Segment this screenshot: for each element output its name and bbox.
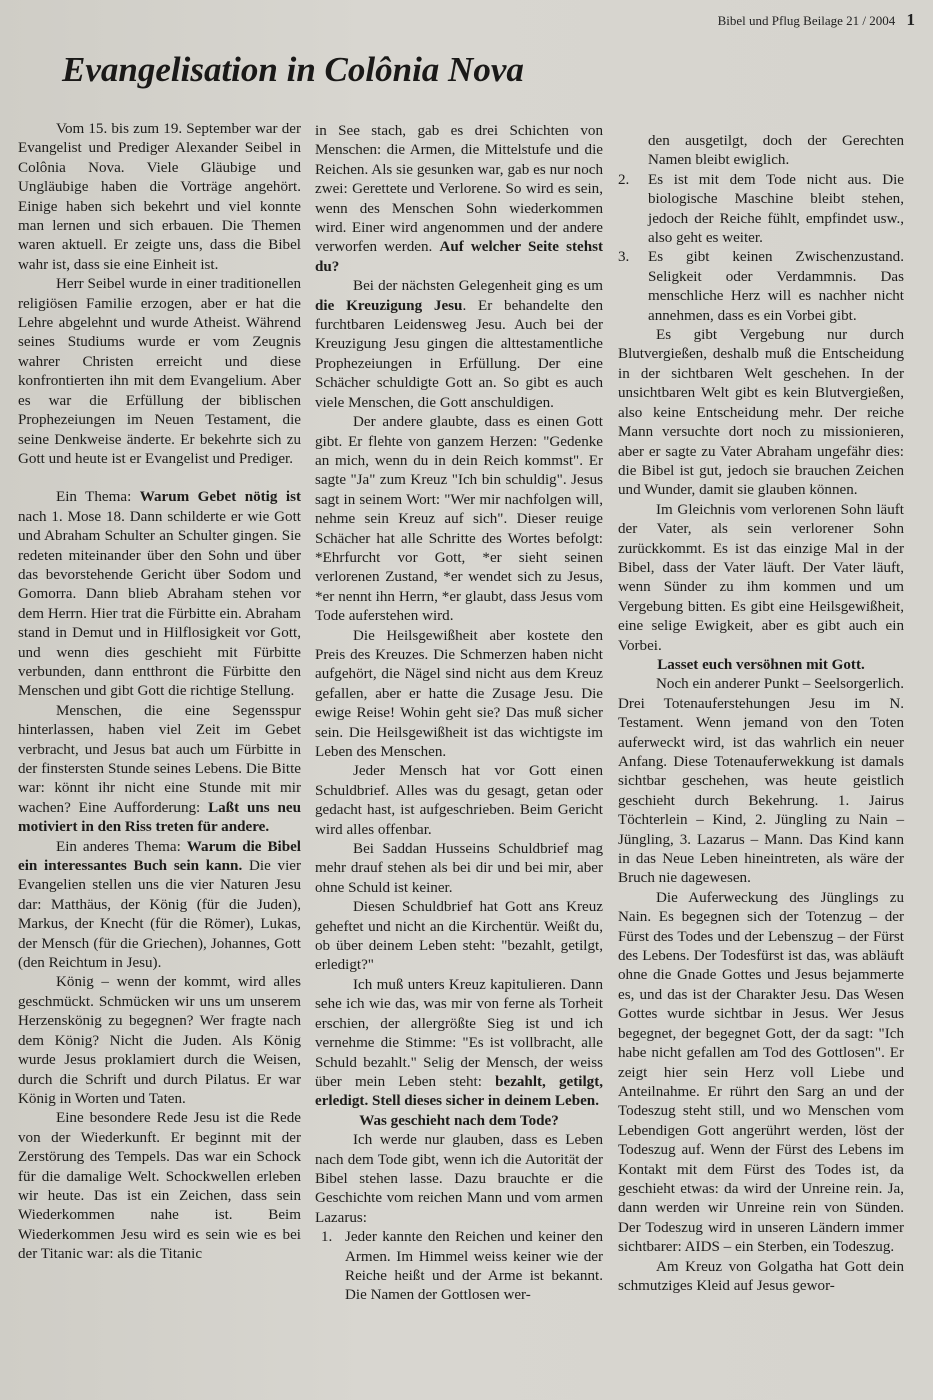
paragraph: Der andere glaubte, dass es einen Gott gibt. Er flehte von ganzem Herzen: "Gedenke an mich, wenn du in dein Reich kommst". Er sagte "Ja" zum Kreuz "Ich bin schuldig". Jesus sagt in seinem Wort: "Wer mir nachfolgen will, nehme sein Kreuz auf sich". Dieser reuige Schächer hat alle Schritte des Wortes befolgt: *Ehrfurcht vor Gott, *er sieht seinen verlorenen Zustand, *er wendet sich zu Jesus, *er nennt ihn Herrn, *er glaubt, dass Jesus vom Tode auferstehen wird. [315,414,603,625]
paragraph: in See stach, gab es drei Schichten von Menschen: die Armen, die Mittelstufe und die Reichen. Als sie gesunken war, gab es nur noch zwei: Gerettete und Verlorene. So wird es sein, wenn des Menschen Sohn wiederkommen wird. Einer wird angenommen und der andere verworfen werden. Auf welcher Seite stehst du? [315,123,604,275]
paragraph: Herr Seibel wurde in einer traditionellen religiösen Familie erzogen, aber er hat die Lehre abgelehnt und wurde Atheist. Während seines Studiums wurde er vom Zeugnis wahrer Christen erreicht und diese konfrontierten ihn mit dem Evangelium. Aber es war die Erfüllung der biblischen Prophezeiungen im Neuen Testament, die seine Denkweise änderte. Er bekehrte sich zu Gott und heute ist er Evangelist und Prediger. [18,276,301,467]
paragraph: Bei der nächsten Gelegenheit ging es um die Kreuzigung Jesu. Er behandelte den furchtbaren Leidensweg Jesu. Auch bei der Kreuzigung Jesu gingen die alttestamentliche Prophezeiungen in Erfüllung. Der eine Schächer schuldigte Gott an. So gibt es auch viele Menschen, die Gott anschuldigen. [315,278,603,411]
list-item-text: Es gibt keinen Zwischenzustand. Seligkeit oder Verdammnis. Das menschliche Herz will es nachher nicht annehmen, dass es ein Vorbei gibt. [648,249,904,324]
paragraph: Im Gleichnis vom verlorenen Sohn läuft der Vater, als sein verlorener Sohn zurückkommt. Es ist das einzige Mal in der Bibel, dass der Vater läuft. Der Vater läuft, wenn Sünder zu ihm kommen und um Vergebung bitten. Es gibt eine Heilsgewißheit, eine selige Ewigkeit, aber es gibt auch ein Vorbei. [618,501,904,654]
paragraph: Die Auferweckung des Jünglings zu Nain. Es begegnen sich der Totenzug – der Fürst des Todes und der Lebenszug – der Fürst des Lebens. Der Todesfürst ist das, was abläuft ohne die Gnade Gottes und Jesus bejammerte es, und das ist der Charakter Jesu. Das Wesen Gottes wurde sichtbar in Jesus. Wer Jesus begegnet, der begegnet Gott, der da sagt: "Ich habe nicht gefallen am Tod des Gottlosen". Er zeigt hier sein Herz voll Liebe und Anteilnahme. Er rührt den Sarg an und der Todeszug steht still, und wo Menschen vom Lebendigen Gott angerührt werden, löst der Todeszug auf. Wenn der Fürst des Lebens im Kontakt mit dem Fürst des Todes ist, da geschieht etwas: da wird der Unreine rein. Ja, dann werden wir Unreine rein von Sünden. Der Todeszug wird in unseren Ländern immer sichtbarer: AIDS – ein Sterben, ein Todeszug. [618,889,904,1256]
paragraph: König – wenn der kommt, wird alles geschmückt. Schmücken wir uns um unserem Herzenskönig zu begegnen? Wer fragte nach dem König? Nicht die Juden. Als König wurde Jesus proklamiert durch die Weisen, durch die Schrift und durch Pilatus. Er war König in Worten und Taten. [18,974,301,1107]
page-number: 1 [906,10,915,29]
paragraph: Eine besondere Rede Jesu ist die Rede von der Wiederkunft. Er beginnt mit der Zerstörung des Tempels. Das war ein Schock für die damalige Welt. Schockwellen erleben wir heute. Das ist ein Zeichen, dass sein Wiederkommen nahe ist. Beim Wiederkommen Jesu wird es sein wie es bei der Titanic war: als die Titanic [18,1110,301,1263]
column-2 [315,122,603,1306]
paragraph: Ich werde nur glauben, dass es Leben nach dem Tode gibt, wenn ich die Autorität der Bibel stehen lasse. Dazu brauchte er die Geschichte vom reichen Mann und vom armen Lazarus: [315,1132,603,1226]
running-header [718,10,915,30]
paragraph: Noch ein anderer Punkt – Seelsorgerlich. Drei Totenauferstehungen Jesu im N. Testament. Wenn jemand von den Toten auferweckt wird, ist das wahrlich ein neuer Anfang. Diese Totenauferwekkung ist damals sichtbar geschehen, was heute geistlich geschieht durch Bekehrung. 1. Jairus Töchterlein – Kind, 2. Jüngling zu Nain – Jüngling, 3. Lazarus – Mann. Das Kind kann in das Neue Leben hineintreten, als wäre der Bruch nie dagewesen. [618,676,904,887]
list-item-text: Es ist mit dem Tode nicht aus. Die biologische Maschine bleibt stehen, jedoch der Reiche fühlt, empfindet usw., also geht es weiter. [648,171,904,247]
list-item [315,1228,603,1306]
paragraph: Ein anderes Thema: Warum die Bibel ein interessantes Buch sein kann. Die vier Evangelien stellen uns die vier Naturen Jesu dar: Matthäus, der König (für die Juden), Markus, der Knecht (für die Römer), Lukas, der Mensch (für die Griechen), Johannes, Gott (den Reichtum in Jesu). [18,838,301,972]
paragraph: Ich muß unters Kreuz kapitulieren. Dann sehe ich wie das, was mir von ferne als Torheit erschien, der allergrößte Sieg ist und ich vernehme die Stimme: "Es ist vollbracht, alle Schuld bezahlt." Selig der Mensch, der weiss über mein Leben steht: bezahlt, getilgt, erledigt. Stell dieses sicher in deinem Leben. [315,976,603,1110]
column-1 [18,120,301,1265]
section-heading: Was geschieht nach dem Tode? [359,1112,559,1129]
paragraph: Bei Saddan Husseins Schuldbrief mag mehr drauf stehen als bei dir und bei mir, aber ohne Schuld ist keiner. [315,841,603,896]
column-3 [618,132,904,1296]
section-heading: Lasset euch versöhnen mit Gott. [657,656,865,673]
list-item-number: 3. [618,249,630,266]
list-item-text: den ausgetilgt, doch der Gerechten Namen bleibt ewiglich. [648,133,904,169]
list-item-text: Jeder kannte den Reichen und keiner den Armen. Im Himmel weiss keiner wie der Reiche heißt und der Arme ist bekannt. Die Namen der Gottlosen wer- [345,1229,603,1304]
paragraph: Es gibt Vergebung nur durch Blutvergießen, deshalb muß die Entscheidung in der sichtbaren Welt geschehen. In der unsichtbaren Welt gibt es kein Blutvergießen, also keine Entscheidung mehr. Der reiche Mann versuchte dort noch zu missionieren, aber er sagte zu Vater Abraham ungefähr dies: die Bibel ist gut, jedoch sie brauchen Zeichen und Wunder, damit sie glauben können. [618,327,904,499]
paragraph: Ein Thema: Warum Gebet nötig ist nach 1. Mose 18. Dann schilderte er wie Gott und Abraham Schulter an Schulter gingen. Sie redeten miteinander über den Sohn und über das bevorstehende Gericht über Sodom und Gomorra. Dann blieb Abraham stehen vor dem Herrn. Hier trat die Fürbitte ein. Abraham stand in Demut und in Hilflosigkeit vor Gott, und wenn dies geschieht mit Fürbitte verbunden, dann entthront die Fürbitte den Menschen und gibt Gott die richtige Stellung. [18,489,301,700]
paragraph: Am Kreuz von Golgatha hat Gott dein schmutziges Kleid auf Jesus gewor- [618,1258,904,1294]
running-title: Bibel und Pflug Beilage 21 / 2004 [717,13,896,28]
list-item [618,171,904,249]
paragraph: Vom 15. bis zum 19. September war der Evangelist und Prediger Alexander Seibel in Colônia Nova. Viele Gläubige und Ungläubige haben die Vorträge angehört. Einige haben sich bekehrt und viel konnte man lernen und sich erbauen. Die Themen waren aktuell. Er zeigte uns, dass die Bibel wahr ist, dass sie eine Einheit ist. [18,121,301,273]
list-item-number: 1. [321,1229,333,1246]
paragraph: Jeder Mensch hat vor Gott einen Schuldbrief. Alles was du gesagt, getan oder gedacht hast, ist aufgeschrieben. Beim Gericht wird alles offenbar. [315,763,603,838]
paragraph: Diesen Schuldbrief hat Gott ans Kreuz geheftet und nicht an die Kirchentür. Weißt du, ob über deinem Leben steht: "bezahlt, getilgt, erledigt?" [315,899,603,974]
paragraph: Menschen, die eine Segensspur hinterlassen, haben viel Zeit im Gebet verbracht, und Jesus bat auch um Fürbitte in der finstersten Stunde seines Lebens. Die Bitte war: könnt ihr nicht eine Stunde mit mir wachen? Eine Aufforderung: Laßt uns neu motiviert in den Riss treten für andere. [18,702,301,836]
list-item [618,248,904,326]
list-item-number: 2. [618,171,630,188]
paragraph: Die Heilsgewißheit aber kostete den Preis des Kreuzes. Die Schmerzen haben nicht aufgehört, die Nägel sind nicht aus dem Kreuz gefallen, aber er hatte die Zusage Jesu. Die ewige Reise! Wohin geht sie? Das muß sicher sein. Die Heilsgewißheit ist das wichtigste im Leben des Menschen. [315,627,603,760]
article-title: Evangelisation in Colônia Nova [62,50,524,89]
list-item [618,132,904,171]
